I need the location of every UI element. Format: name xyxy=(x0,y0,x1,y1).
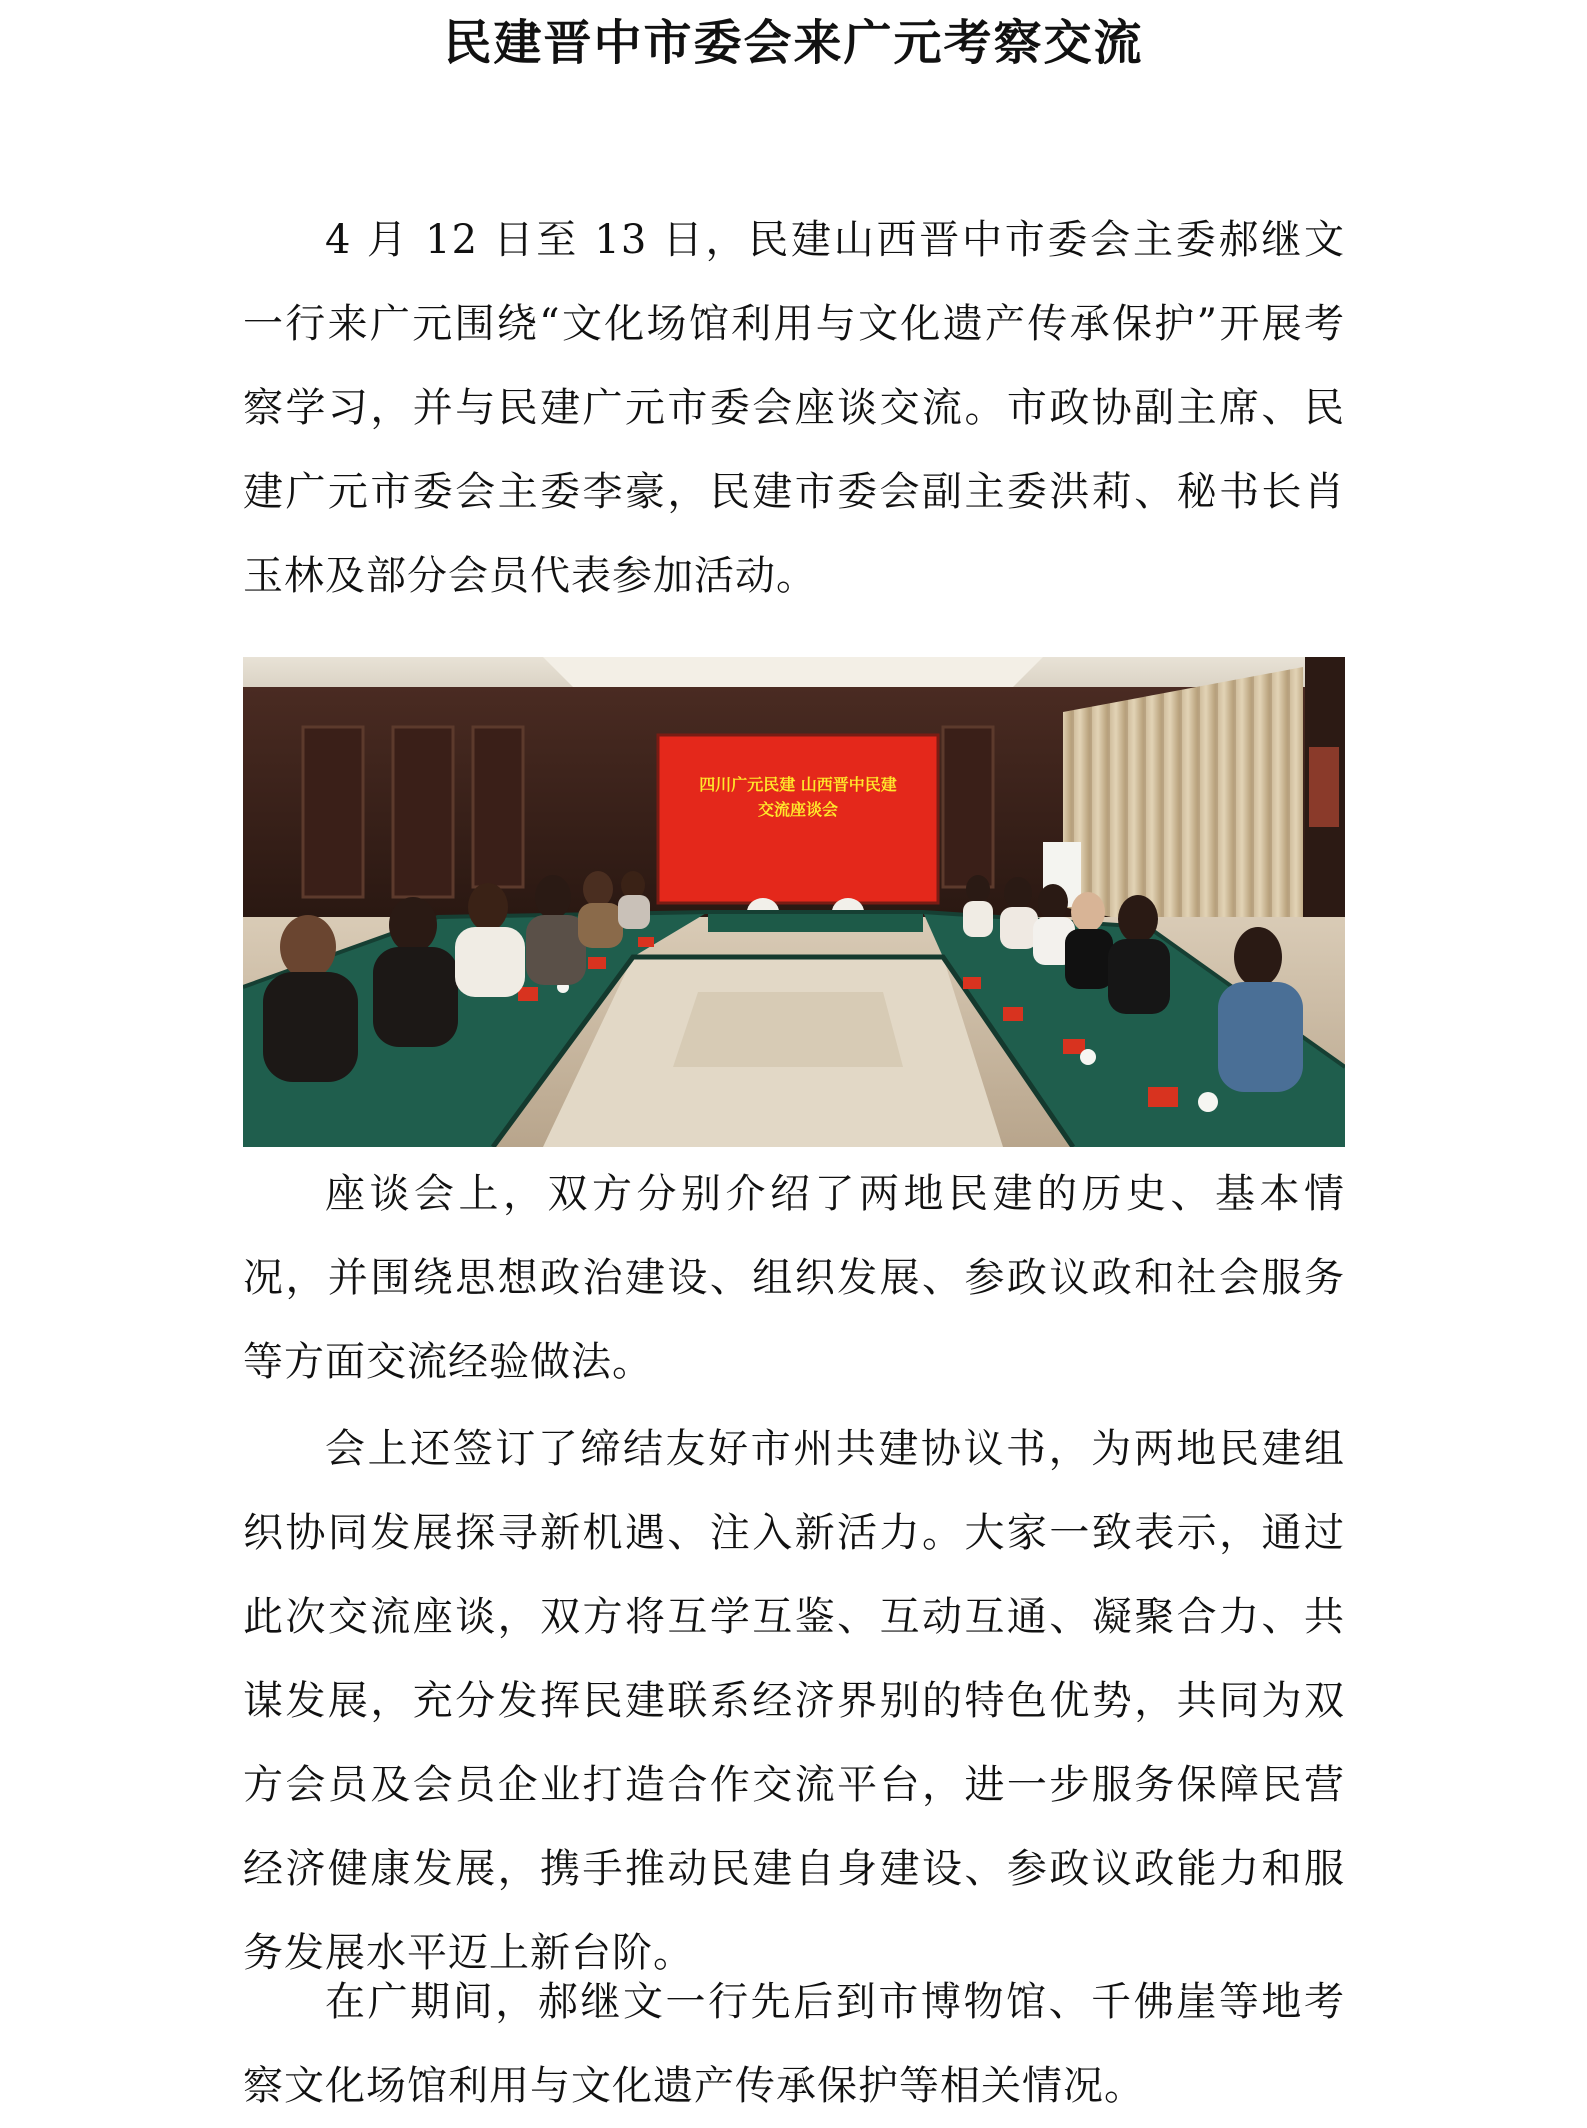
meeting-photo xyxy=(243,657,1345,1147)
paragraph-agreement: 会上还签订了缔结友好市州共建协议书，为两地民建组织协同发展探寻新机遇、注入新活力。大家一致表示，通过此次交流座谈，双方将互学互鉴、互动互通、凝聚合力、共谋发展，充分发挥民建联系经济界别的特色优势，共同为双方会员及会员企业打造合作交流平台，进一步服务保障民营经济健康发展，携手推动民建自身建设、参政议政能力和服务发展水平迈上新台阶。 xyxy=(243,1426,1345,1976)
article-title: 民建晋中市委会来广元考察交流 xyxy=(443,15,1144,71)
screen-line-1: 四川广元民建 山西晋中民建 xyxy=(699,775,897,794)
paragraph-visit: 在广期间，郝继文一行先后到市博物馆、千佛崖等地考察文化场馆利用与文化遗产传承保护等相关情况。 xyxy=(243,1979,1345,2109)
paragraph-intro: 4 月 12 日至 13 日，民建山西晋中市委会主委郝继文一行来广元围绕“文化场馆利用与文化遗产传承保护”开展考察学习，并与民建广元市委会座谈交流。市政协副主席、民建广元市委会主委李豪，民建市委会副主委洪莉、秘书长肖玉林及部分会员代表参加活动。 xyxy=(243,217,1345,599)
paragraph-meeting: 座谈会上，双方分别介绍了两地民建的历史、基本情况，并围绕思想政治建设、组织发展、参政议政和社会服务等方面交流经验做法。 xyxy=(243,1171,1345,1385)
meeting-room-illustration xyxy=(243,657,1345,1147)
led-screen xyxy=(658,735,938,903)
screen-line-2: 交流座谈会 xyxy=(757,800,839,819)
